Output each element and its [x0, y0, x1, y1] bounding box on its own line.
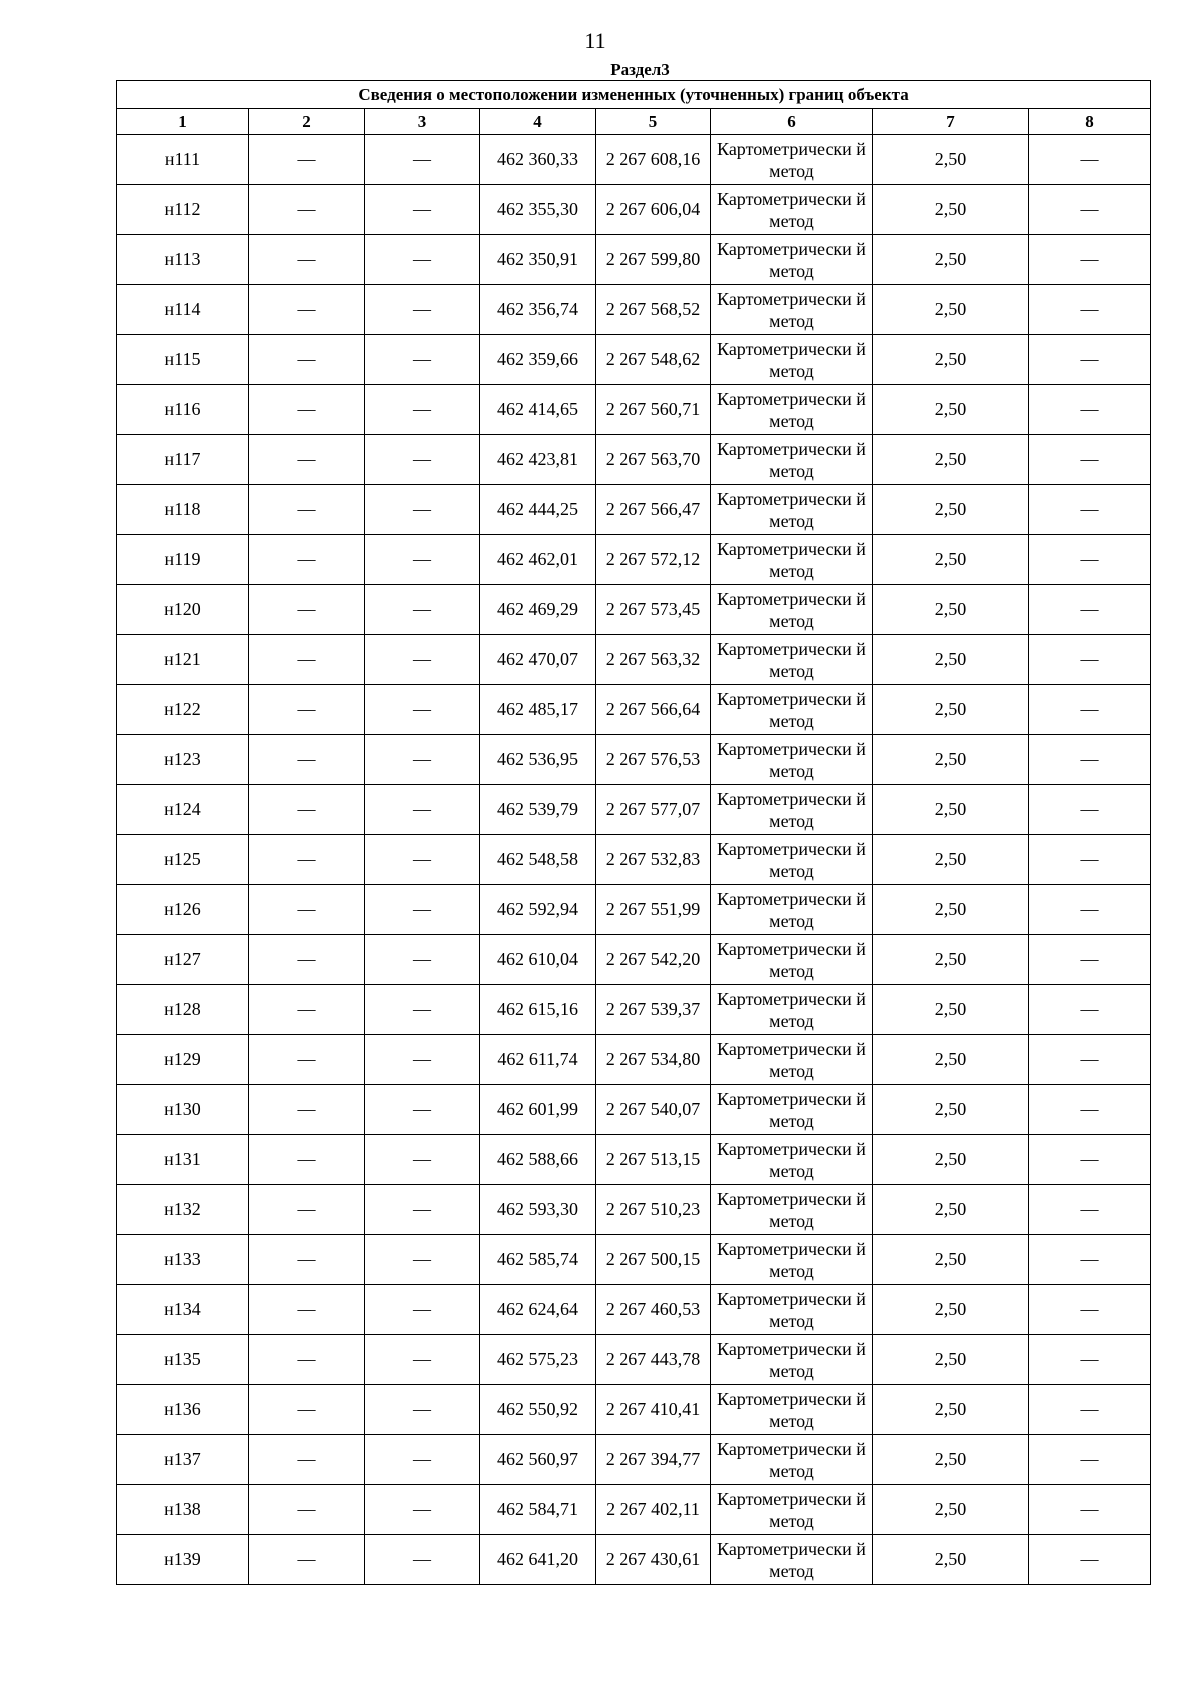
accuracy-cell: 2,50	[873, 585, 1029, 635]
method-cell: Картометрически й метод	[711, 485, 873, 535]
y-coordinate-cell: 2 267 599,80	[596, 235, 711, 285]
column-number: 4	[480, 109, 596, 135]
point-id-cell: н124	[117, 785, 249, 835]
column-2-cell: —	[249, 485, 365, 535]
method-cell: Картометрически й метод	[711, 1385, 873, 1435]
point-id-cell: н121	[117, 635, 249, 685]
column-3-cell: —	[365, 1385, 480, 1435]
column-3-cell: —	[365, 985, 480, 1035]
accuracy-cell: 2,50	[873, 685, 1029, 735]
point-id-cell: н132	[117, 1185, 249, 1235]
column-2-cell: —	[249, 635, 365, 685]
boundary-coordinates-table	[116, 80, 1151, 1585]
accuracy-cell: 2,50	[873, 235, 1029, 285]
table-row	[117, 685, 1151, 735]
x-coordinate-cell: 462 593,30	[480, 1185, 596, 1235]
column-2-cell: —	[249, 885, 365, 935]
x-coordinate-cell: 462 423,81	[480, 435, 596, 485]
column-8-cell: —	[1029, 1335, 1151, 1385]
method-cell: Картометрически й метод	[711, 285, 873, 335]
table-row	[117, 335, 1151, 385]
point-id-cell: н118	[117, 485, 249, 535]
column-3-cell: —	[365, 1035, 480, 1085]
table-row	[117, 1135, 1151, 1185]
column-8-cell: —	[1029, 735, 1151, 785]
method-cell: Картометрически й метод	[711, 235, 873, 285]
y-coordinate-cell: 2 267 410,41	[596, 1385, 711, 1435]
method-cell: Картометрически й метод	[711, 1535, 873, 1585]
column-8-cell: —	[1029, 1435, 1151, 1485]
table-row	[117, 1435, 1151, 1485]
method-cell: Картометрически й метод	[711, 585, 873, 635]
y-coordinate-cell: 2 267 534,80	[596, 1035, 711, 1085]
point-id-cell: н134	[117, 1285, 249, 1335]
point-id-cell: н127	[117, 935, 249, 985]
accuracy-cell: 2,50	[873, 1035, 1029, 1085]
table-row	[117, 485, 1151, 535]
y-coordinate-cell: 2 267 608,16	[596, 135, 711, 185]
column-2-cell: —	[249, 335, 365, 385]
column-2-cell: —	[249, 1085, 365, 1135]
method-cell: Картометрически й метод	[711, 335, 873, 385]
x-coordinate-cell: 462 485,17	[480, 685, 596, 735]
method-cell: Картометрически й метод	[711, 685, 873, 735]
accuracy-cell: 2,50	[873, 1335, 1029, 1385]
column-8-cell: —	[1029, 435, 1151, 485]
method-cell: Картометрически й метод	[711, 785, 873, 835]
column-3-cell: —	[365, 785, 480, 835]
column-8-cell: —	[1029, 685, 1151, 735]
table-row	[117, 185, 1151, 235]
point-id-cell: н116	[117, 385, 249, 435]
y-coordinate-cell: 2 267 572,12	[596, 535, 711, 585]
point-id-cell: н133	[117, 1235, 249, 1285]
x-coordinate-cell: 462 624,64	[480, 1285, 596, 1335]
method-cell: Картометрически й метод	[711, 1085, 873, 1135]
y-coordinate-cell: 2 267 566,64	[596, 685, 711, 735]
table-row	[117, 235, 1151, 285]
accuracy-cell: 2,50	[873, 1285, 1029, 1335]
y-coordinate-cell: 2 267 540,07	[596, 1085, 711, 1135]
column-8-cell: —	[1029, 1085, 1151, 1135]
column-2-cell: —	[249, 185, 365, 235]
y-coordinate-cell: 2 267 568,52	[596, 285, 711, 335]
x-coordinate-cell: 462 414,65	[480, 385, 596, 435]
accuracy-cell: 2,50	[873, 1485, 1029, 1535]
accuracy-cell: 2,50	[873, 835, 1029, 885]
column-8-cell: —	[1029, 985, 1151, 1035]
accuracy-cell: 2,50	[873, 1385, 1029, 1435]
column-8-cell: —	[1029, 635, 1151, 685]
method-cell: Картометрически й метод	[711, 1335, 873, 1385]
column-3-cell: —	[365, 885, 480, 935]
accuracy-cell: 2,50	[873, 935, 1029, 985]
column-2-cell: —	[249, 735, 365, 785]
accuracy-cell: 2,50	[873, 435, 1029, 485]
table-row	[117, 285, 1151, 335]
accuracy-cell: 2,50	[873, 1235, 1029, 1285]
column-3-cell: —	[365, 435, 480, 485]
accuracy-cell: 2,50	[873, 985, 1029, 1035]
column-2-cell: —	[249, 1135, 365, 1185]
column-2-cell: —	[249, 1385, 365, 1435]
y-coordinate-cell: 2 267 577,07	[596, 785, 711, 835]
table-row	[117, 435, 1151, 485]
table-row	[117, 1535, 1151, 1585]
column-number: 7	[873, 109, 1029, 135]
y-coordinate-cell: 2 267 394,77	[596, 1435, 711, 1485]
table-row	[117, 985, 1151, 1035]
column-number: 3	[365, 109, 480, 135]
table-row	[117, 1085, 1151, 1135]
table-row	[117, 535, 1151, 585]
column-3-cell: —	[365, 1285, 480, 1335]
x-coordinate-cell: 462 360,33	[480, 135, 596, 185]
y-coordinate-cell: 2 267 430,61	[596, 1535, 711, 1585]
y-coordinate-cell: 2 267 542,20	[596, 935, 711, 985]
table-row	[117, 785, 1151, 835]
y-coordinate-cell: 2 267 539,37	[596, 985, 711, 1035]
column-number: 8	[1029, 109, 1151, 135]
x-coordinate-cell: 462 444,25	[480, 485, 596, 535]
point-id-cell: н130	[117, 1085, 249, 1135]
column-2-cell: —	[249, 835, 365, 885]
column-3-cell: —	[365, 935, 480, 985]
column-number: 1	[117, 109, 249, 135]
table-row	[117, 835, 1151, 885]
x-coordinate-cell: 462 601,99	[480, 1085, 596, 1135]
x-coordinate-cell: 462 575,23	[480, 1335, 596, 1385]
column-2-cell: —	[249, 1185, 365, 1235]
column-2-cell: —	[249, 1235, 365, 1285]
column-2-cell: —	[249, 135, 365, 185]
point-id-cell: н115	[117, 335, 249, 385]
column-8-cell: —	[1029, 535, 1151, 585]
y-coordinate-cell: 2 267 460,53	[596, 1285, 711, 1335]
y-coordinate-cell: 2 267 500,15	[596, 1235, 711, 1285]
method-cell: Картометрически й метод	[711, 185, 873, 235]
column-3-cell: —	[365, 1185, 480, 1235]
column-2-cell: —	[249, 235, 365, 285]
column-2-cell: —	[249, 1535, 365, 1585]
method-cell: Картометрически й метод	[711, 435, 873, 485]
y-coordinate-cell: 2 267 563,70	[596, 435, 711, 485]
table-row	[117, 735, 1151, 785]
column-8-cell: —	[1029, 185, 1151, 235]
point-id-cell: н111	[117, 135, 249, 185]
x-coordinate-cell: 462 550,92	[480, 1385, 596, 1435]
column-2-cell: —	[249, 535, 365, 585]
method-cell: Картометрически й метод	[711, 985, 873, 1035]
x-coordinate-cell: 462 585,74	[480, 1235, 596, 1285]
x-coordinate-cell: 462 641,20	[480, 1535, 596, 1585]
column-3-cell: —	[365, 635, 480, 685]
column-2-cell: —	[249, 1435, 365, 1485]
column-8-cell: —	[1029, 1135, 1151, 1185]
method-cell: Картометрически й метод	[711, 1185, 873, 1235]
point-id-cell: н112	[117, 185, 249, 235]
point-id-cell: н126	[117, 885, 249, 935]
method-cell: Картометрически й метод	[711, 1035, 873, 1085]
table-row	[117, 935, 1151, 985]
column-2-cell: —	[249, 685, 365, 735]
column-2-cell: —	[249, 435, 365, 485]
column-8-cell: —	[1029, 235, 1151, 285]
y-coordinate-cell: 2 267 510,23	[596, 1185, 711, 1235]
column-3-cell: —	[365, 1485, 480, 1535]
x-coordinate-cell: 462 592,94	[480, 885, 596, 935]
point-id-cell: н135	[117, 1335, 249, 1385]
method-cell: Картометрически й метод	[711, 1435, 873, 1485]
column-8-cell: —	[1029, 135, 1151, 185]
point-id-cell: н120	[117, 585, 249, 635]
column-3-cell: —	[365, 835, 480, 885]
table-row	[117, 1035, 1151, 1085]
method-cell: Картометрически й метод	[711, 1285, 873, 1335]
column-8-cell: —	[1029, 285, 1151, 335]
method-cell: Картометрически й метод	[711, 935, 873, 985]
column-2-cell: —	[249, 985, 365, 1035]
method-cell: Картометрически й метод	[711, 1235, 873, 1285]
method-cell: Картометрически й метод	[711, 885, 873, 935]
x-coordinate-cell: 462 469,29	[480, 585, 596, 635]
accuracy-cell: 2,50	[873, 485, 1029, 535]
accuracy-cell: 2,50	[873, 135, 1029, 185]
column-8-cell: —	[1029, 1235, 1151, 1285]
column-number: 2	[249, 109, 365, 135]
column-8-cell: —	[1029, 1035, 1151, 1085]
x-coordinate-cell: 462 588,66	[480, 1135, 596, 1185]
point-id-cell: н139	[117, 1535, 249, 1585]
column-8-cell: —	[1029, 885, 1151, 935]
y-coordinate-cell: 2 267 443,78	[596, 1335, 711, 1385]
point-id-cell: н114	[117, 285, 249, 335]
accuracy-cell: 2,50	[873, 885, 1029, 935]
column-3-cell: —	[365, 335, 480, 385]
section-title: Раздел3	[610, 60, 670, 79]
table-caption: Сведения о местоположении измененных (уточненных) границ объекта	[117, 81, 1151, 109]
accuracy-cell: 2,50	[873, 785, 1029, 835]
column-8-cell: —	[1029, 835, 1151, 885]
column-3-cell: —	[365, 1535, 480, 1585]
accuracy-cell: 2,50	[873, 1435, 1029, 1485]
column-8-cell: —	[1029, 1185, 1151, 1235]
column-3-cell: —	[365, 385, 480, 435]
column-3-cell: —	[365, 1335, 480, 1385]
column-2-cell: —	[249, 1485, 365, 1535]
column-2-cell: —	[249, 585, 365, 635]
column-3-cell: —	[365, 1435, 480, 1485]
table-row	[117, 1485, 1151, 1535]
method-cell: Картометрически й метод	[711, 385, 873, 435]
column-2-cell: —	[249, 1285, 365, 1335]
y-coordinate-cell: 2 267 532,83	[596, 835, 711, 885]
accuracy-cell: 2,50	[873, 1535, 1029, 1585]
table-body	[117, 135, 1151, 1585]
y-coordinate-cell: 2 267 402,11	[596, 1485, 711, 1535]
y-coordinate-cell: 2 267 606,04	[596, 185, 711, 235]
table-row	[117, 385, 1151, 435]
accuracy-cell: 2,50	[873, 335, 1029, 385]
y-coordinate-cell: 2 267 560,71	[596, 385, 711, 435]
column-2-cell: —	[249, 935, 365, 985]
column-3-cell: —	[365, 1085, 480, 1135]
accuracy-cell: 2,50	[873, 185, 1029, 235]
column-8-cell: —	[1029, 335, 1151, 385]
column-number-row	[117, 109, 1151, 135]
point-id-cell: н136	[117, 1385, 249, 1435]
point-id-cell: н119	[117, 535, 249, 585]
method-cell: Картометрически й метод	[711, 535, 873, 585]
point-id-cell: н122	[117, 685, 249, 735]
x-coordinate-cell: 462 548,58	[480, 835, 596, 885]
point-id-cell: н137	[117, 1435, 249, 1485]
x-coordinate-cell: 462 356,74	[480, 285, 596, 335]
column-8-cell: —	[1029, 1385, 1151, 1435]
y-coordinate-cell: 2 267 551,99	[596, 885, 711, 935]
x-coordinate-cell: 462 536,95	[480, 735, 596, 785]
y-coordinate-cell: 2 267 548,62	[596, 335, 711, 385]
table-row	[117, 1385, 1151, 1435]
accuracy-cell: 2,50	[873, 1135, 1029, 1185]
column-8-cell: —	[1029, 1535, 1151, 1585]
x-coordinate-cell: 462 560,97	[480, 1435, 596, 1485]
column-8-cell: —	[1029, 385, 1151, 435]
point-id-cell: н128	[117, 985, 249, 1035]
column-2-cell: —	[249, 385, 365, 435]
point-id-cell: н113	[117, 235, 249, 285]
column-number: 6	[711, 109, 873, 135]
method-cell: Картометрически й метод	[711, 635, 873, 685]
y-coordinate-cell: 2 267 566,47	[596, 485, 711, 535]
point-id-cell: н131	[117, 1135, 249, 1185]
method-cell: Картометрически й метод	[711, 1135, 873, 1185]
accuracy-cell: 2,50	[873, 385, 1029, 435]
column-3-cell: —	[365, 485, 480, 535]
y-coordinate-cell: 2 267 513,15	[596, 1135, 711, 1185]
x-coordinate-cell: 462 615,16	[480, 985, 596, 1035]
x-coordinate-cell: 462 610,04	[480, 935, 596, 985]
y-coordinate-cell: 2 267 576,53	[596, 735, 711, 785]
accuracy-cell: 2,50	[873, 535, 1029, 585]
column-2-cell: —	[249, 1035, 365, 1085]
column-number: 5	[596, 109, 711, 135]
method-cell: Картометрически й метод	[711, 735, 873, 785]
column-8-cell: —	[1029, 1285, 1151, 1335]
table-row	[117, 1235, 1151, 1285]
x-coordinate-cell: 462 350,91	[480, 235, 596, 285]
table-row	[117, 1285, 1151, 1335]
method-cell: Картометрически й метод	[711, 1485, 873, 1535]
column-3-cell: —	[365, 285, 480, 335]
column-3-cell: —	[365, 735, 480, 785]
column-3-cell: —	[365, 135, 480, 185]
accuracy-cell: 2,50	[873, 635, 1029, 685]
column-2-cell: —	[249, 1335, 365, 1385]
column-3-cell: —	[365, 585, 480, 635]
table-row	[117, 1185, 1151, 1235]
accuracy-cell: 2,50	[873, 735, 1029, 785]
table-row	[117, 1335, 1151, 1385]
method-cell: Картометрически й метод	[711, 135, 873, 185]
column-3-cell: —	[365, 235, 480, 285]
column-2-cell: —	[249, 785, 365, 835]
method-cell: Картометрически й метод	[711, 835, 873, 885]
point-id-cell: н123	[117, 735, 249, 785]
x-coordinate-cell: 462 611,74	[480, 1035, 596, 1085]
column-8-cell: —	[1029, 935, 1151, 985]
point-id-cell: н117	[117, 435, 249, 485]
y-coordinate-cell: 2 267 563,32	[596, 635, 711, 685]
x-coordinate-cell: 462 584,71	[480, 1485, 596, 1535]
table-row	[117, 135, 1151, 185]
accuracy-cell: 2,50	[873, 1085, 1029, 1135]
column-8-cell: —	[1029, 785, 1151, 835]
y-coordinate-cell: 2 267 573,45	[596, 585, 711, 635]
x-coordinate-cell: 462 462,01	[480, 535, 596, 585]
column-3-cell: —	[365, 1135, 480, 1185]
table-row	[117, 635, 1151, 685]
table-row	[117, 885, 1151, 935]
column-3-cell: —	[365, 535, 480, 585]
table-row	[117, 585, 1151, 635]
column-3-cell: —	[365, 685, 480, 735]
x-coordinate-cell: 462 355,30	[480, 185, 596, 235]
column-2-cell: —	[249, 285, 365, 335]
point-id-cell: н138	[117, 1485, 249, 1535]
column-8-cell: —	[1029, 585, 1151, 635]
column-8-cell: —	[1029, 1485, 1151, 1535]
column-3-cell: —	[365, 1235, 480, 1285]
accuracy-cell: 2,50	[873, 1185, 1029, 1235]
column-8-cell: —	[1029, 485, 1151, 535]
point-id-cell: н129	[117, 1035, 249, 1085]
x-coordinate-cell: 462 470,07	[480, 635, 596, 685]
x-coordinate-cell: 462 539,79	[480, 785, 596, 835]
page-number: 11	[584, 28, 606, 53]
point-id-cell: н125	[117, 835, 249, 885]
accuracy-cell: 2,50	[873, 285, 1029, 335]
x-coordinate-cell: 462 359,66	[480, 335, 596, 385]
column-3-cell: —	[365, 185, 480, 235]
